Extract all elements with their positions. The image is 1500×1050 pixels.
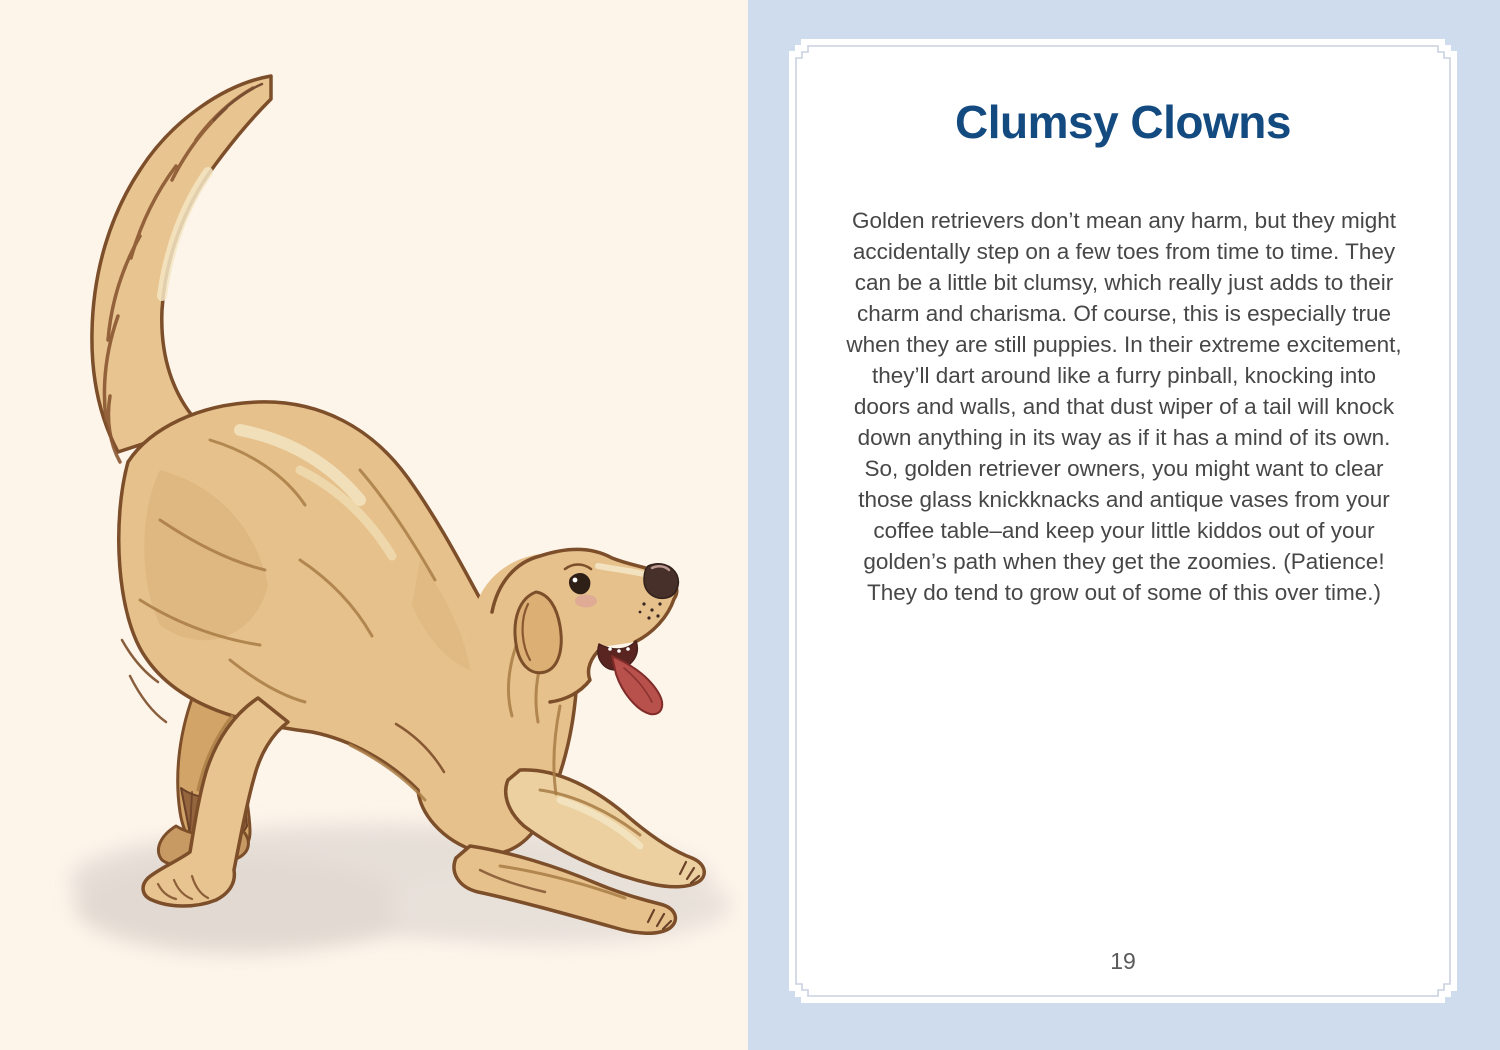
- body-text: Golden retrievers don’t mean any harm, but they might accidentally step on a few toes from time to time. They can be a little bit clumsy, which really just adds to their charm and charisma. Of course, this is especially true when they are still puppies. In their extreme excitement, they’ll dart around like a furry pinball, knocking into doors and walls, and that dust wiper of a tail will knock down anything in its way as if it has a mind of its own. So, golden retriever owners, you might want to clear those glass knickknacks and antique vases from your coffee table–and keep your little kiddos out of your golden’s path when they get the zoomies. (Patience! They do tend to grow out of some of this over time.): [846, 208, 1402, 605]
- dog-tongue: [612, 656, 662, 714]
- dog-nose: [644, 564, 678, 598]
- golden-retriever-illustration: [0, 0, 748, 1050]
- cheek-blush: [575, 595, 597, 608]
- left-page: [0, 0, 748, 1050]
- page-number: 19: [1110, 948, 1136, 974]
- right-page: [748, 0, 1500, 1050]
- chapter-title: Clumsy Clowns: [954, 96, 1291, 148]
